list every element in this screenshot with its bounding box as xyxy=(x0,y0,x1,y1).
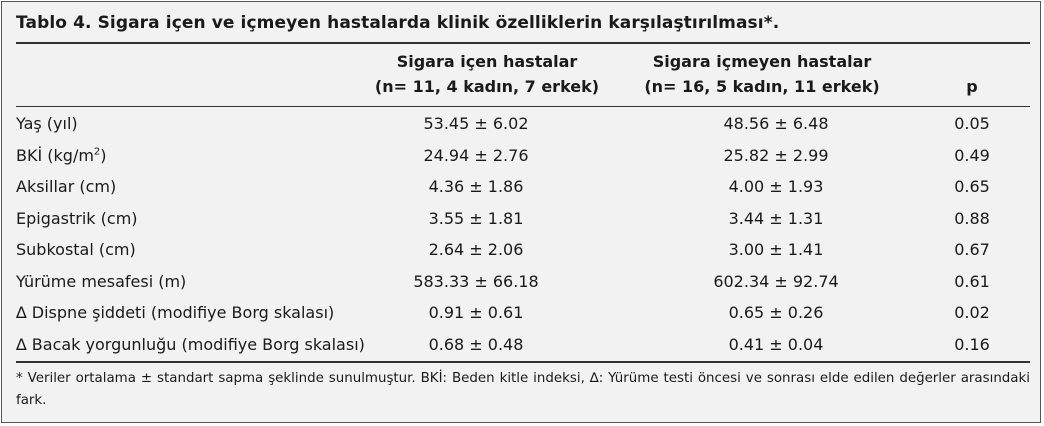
row-label: Yaş (yıl) xyxy=(16,114,78,133)
bottom-rule xyxy=(16,361,1030,363)
column-header-smokers-count: (n= 11, 4 kadın, 7 erkek) xyxy=(374,77,600,96)
nonsmoker-value: 3.00 ± 1.41 xyxy=(728,240,824,259)
table-row xyxy=(16,266,1030,298)
table-row xyxy=(16,140,1030,172)
table-row xyxy=(16,297,1030,329)
row-label xyxy=(16,146,107,165)
p-value: 0.05 xyxy=(954,114,990,133)
column-header-smokers xyxy=(332,49,642,99)
nonsmoker-value: 25.82 ± 2.99 xyxy=(723,145,829,165)
p-value: 0.65 xyxy=(954,177,990,196)
smoker-value: 24.94 ± 2.76 xyxy=(423,145,529,165)
smoker-value: 0.91 ± 0.61 xyxy=(428,303,524,322)
row-label: ∆ Bacak yorgunluğu (modifiye Borg skalası) xyxy=(16,334,365,354)
smoker-value: 583.33 ± 66.18 xyxy=(413,271,539,291)
row-label-suffix: ) xyxy=(100,145,107,165)
table-title: Tablo 4. Sigara içen ve içmeyen hastalarda klinik özelliklerin karşılaştırılması*. xyxy=(16,13,780,33)
row-label: Yürüme mesafesi (m) xyxy=(16,271,187,291)
p-value: 0.88 xyxy=(954,208,990,228)
row-label: Epigastrik (cm) xyxy=(16,208,138,228)
column-header-smokers-title: Sigara içen hastalar xyxy=(396,52,578,71)
row-label: Aksillar (cm) xyxy=(16,177,117,196)
top-rule xyxy=(16,42,1030,44)
column-header-nonsmokers xyxy=(612,49,912,99)
p-value: 0.67 xyxy=(954,240,990,259)
p-value: 0.61 xyxy=(954,271,990,291)
table-row xyxy=(16,329,1030,361)
smoker-value: 4.36 ± 1.86 xyxy=(428,177,524,196)
header-rule xyxy=(16,106,1030,107)
row-label-text: BKİ (kg/m xyxy=(16,145,94,165)
table-frame xyxy=(1,1,1041,423)
row-label: ∆ Dispne şiddeti (modifiye Borg skalası) xyxy=(16,303,335,322)
nonsmoker-value: 0.41 ± 0.04 xyxy=(728,334,824,354)
table-body xyxy=(16,108,1030,360)
column-header-nonsmokers-title: Sigara içmeyen hastalar xyxy=(652,52,872,71)
p-value: 0.16 xyxy=(954,334,990,354)
nonsmoker-value: 0.65 ± 0.26 xyxy=(728,303,824,322)
table-row xyxy=(16,171,1030,203)
nonsmoker-value: 48.56 ± 6.48 xyxy=(723,114,829,133)
table-footnote: * Veriler ortalama ± standart sapma şeklinde sunulmuştur. BKİ: Beden kitle indeksi, ∆: Yürüme testi öncesi ve sonrası elde edilen değerler arasındaki fark. xyxy=(16,371,1030,408)
p-value: 0.49 xyxy=(954,145,990,165)
smoker-value: 3.55 ± 1.81 xyxy=(428,208,524,228)
smoker-value: 2.64 ± 2.06 xyxy=(428,240,524,259)
p-value: 0.02 xyxy=(954,303,990,322)
table-row xyxy=(16,203,1030,235)
table-row xyxy=(16,108,1030,140)
nonsmoker-value: 3.44 ± 1.31 xyxy=(728,208,824,228)
nonsmoker-value: 602.34 ± 92.74 xyxy=(713,271,839,291)
row-label: Subkostal (cm) xyxy=(16,240,136,259)
row-label-superscript: 2 xyxy=(93,146,101,158)
smoker-value: 0.68 ± 0.48 xyxy=(428,334,524,354)
column-header-nonsmokers-count: (n= 16, 5 kadın, 11 erkek) xyxy=(644,77,880,96)
column-header-p: p xyxy=(966,77,978,96)
smoker-value: 53.45 ± 6.02 xyxy=(423,114,529,133)
table-row xyxy=(16,234,1030,266)
nonsmoker-value: 4.00 ± 1.93 xyxy=(728,177,824,196)
